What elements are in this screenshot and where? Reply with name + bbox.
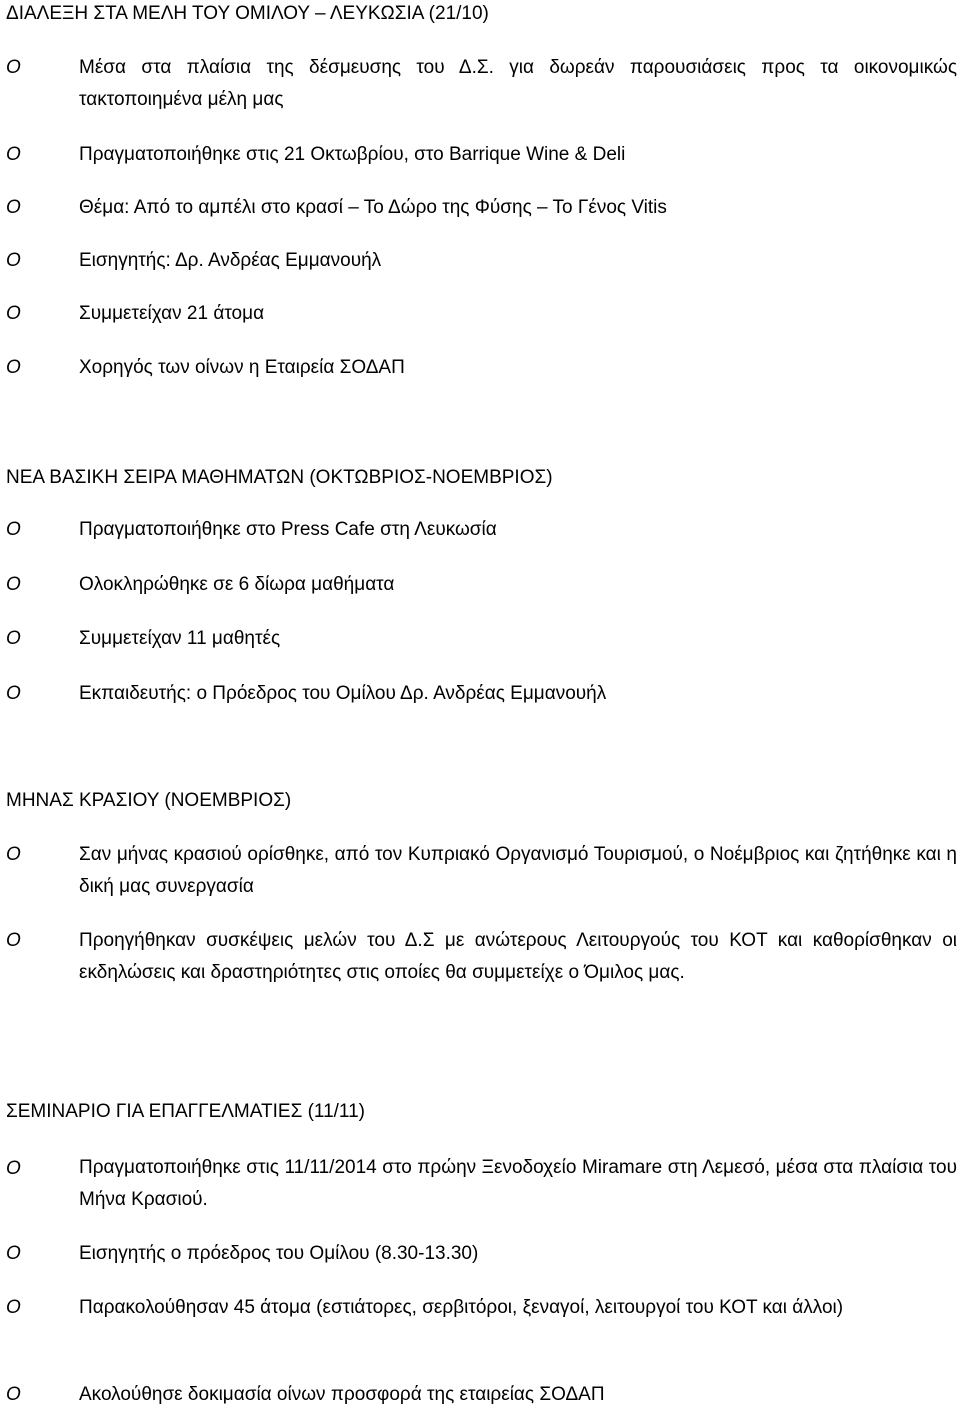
section-heading-course: ΝΕΑ ΒΑΣΙΚΗ ΣΕΙΡΑ ΜΑΘΗΜΑΤΩΝ (ΟΚΤΩΒΡΙΟΣ-ΝΟΕΜΒΡΙΟΣ) [6,467,553,488]
list-item: Εκπαιδευτής: ο Πρόεδρος του Ομίλου Δρ. Ανδρέας Εμμανουήλ [79,683,607,704]
section-heading-wine-month: ΜΗΝΑΣ ΚΡΑΣΙΟΥ (ΝΟΕΜΒΡΙΟΣ) [6,790,292,811]
section-heading-seminar: ΣΕΜΙΝΑΡΙΟ ΓΙΑ ΕΠΑΓΓΕΛΜΑΤΙΕΣ (11/11) [6,1101,365,1122]
bullet-icon: O [6,357,21,378]
list-item: Σαν μήνας κρασιού ορίσθηκε, από τον Κυπριακό Οργανισμό Τουρισμού, ο Νοέμβριος και ζητήθηκε και η δική μας συνεργασία [79,844,957,897]
list-item: Συμμετείχαν 11 μαθητές [79,628,281,649]
list-item: Ολοκληρώθηκε σε 6 δίωρα μαθήματα [79,574,395,595]
bullet-icon: O [6,1243,21,1264]
bullet-icon: O [6,574,21,595]
section-heading-lecture: ΔΙΑΛΕΞΗ ΣΤΑ ΜΕΛΗ ΤΟΥ ΟΜΙΛΟΥ – ΛΕΥΚΩΣΙΑ (21/10) [6,3,489,24]
bullet-icon: O [6,844,21,865]
list-item: Παρακολούθησαν 45 άτομα (εστιάτορες, σερβιτόροι, ξεναγοί, λειτουργοί του ΚΟΤ και άλλοι) [79,1297,844,1318]
bullet-icon: O [6,197,21,218]
bullet-icon: O [6,144,21,165]
list-item: Προηγήθηκαν συσκέψεις μελών του Δ.Σ με ανώτερους Λειτουργούς του ΚΟΤ και καθορίσθηκαν οι εκδηλώσεις και δραστηριότητες στις οποίες θα συμμετείχε ο Όμιλος μας. [79,930,957,983]
bullet-icon: O [6,930,21,951]
list-item: Πραγματοποιήθηκε στις 21 Οκτωβρίου, στο Barrique Wine & Deli [79,144,626,165]
list-item: Πραγματοποιήθηκε στο Press Cafe στη Λευκωσία [79,519,497,540]
bullet-icon: O [6,1297,21,1318]
list-item: Εισηγητής ο πρόεδρος του Ομίλου (8.30-13.30) [79,1243,479,1264]
bullet-icon: O [6,1384,21,1405]
bullet-icon: O [6,303,21,324]
bullet-icon: O [6,57,21,78]
list-item: Ακολούθησε δοκιμασία οίνων προσφορά της εταιρείας ΣΟΔΑΠ [79,1384,605,1405]
bullet-icon: O [6,250,21,271]
list-item: Μέσα στα πλαίσια της δέσμευσης του Δ.Σ. για δωρεάν παρουσιάσεις προς τα οικονομικώς τακτοποιημένα μέλη μας [79,57,957,110]
list-item: Εισηγητής: Δρ. Ανδρέας Εμμανουήλ [79,250,382,271]
bullet-icon: O [6,628,21,649]
list-item: Χορηγός των οίνων η Εταιρεία ΣΟΔΑΠ [79,357,405,378]
list-item: Πραγματοποιήθηκε στις 11/11/2014 στο πρώην Ξενοδοχείο Miramare στη Λεμεσό, μέσα στα πλαίσια του Μήνα Κρασιού. [79,1157,957,1210]
bullet-icon: O [6,1158,21,1179]
bullet-icon: O [6,519,21,540]
list-item: Θέμα: Από το αμπέλι στο κρασί – Το Δώρο της Φύσης – Το Γένος Vitis [79,197,667,218]
list-item: Συμμετείχαν 21 άτομα [79,303,265,324]
bullet-icon: O [6,683,21,704]
